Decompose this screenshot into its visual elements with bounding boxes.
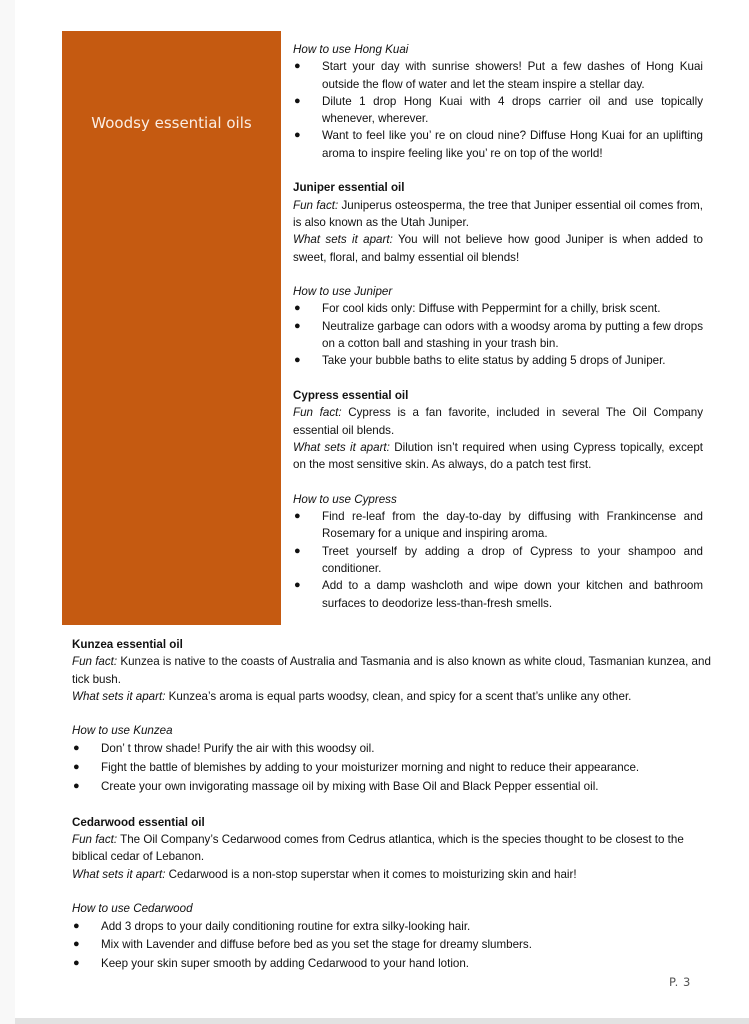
list-item: ● Add 3 drops to your daily conditioning routine for extra silky-looking hair. [72,918,712,935]
right-column [293,41,703,612]
bullet-icon: ● [294,510,301,523]
cedarwood-sets-apart: What sets it apart: Cedarwood is a non-stop superstar when it comes to moisturizing skin and hair! [72,867,577,881]
list-item: ● Add to a damp washcloth and wipe down your kitchen and bathroom surfaces to deodorize less-than-fresh smells. [294,579,703,610]
cedarwood-uses-list [72,918,712,973]
juniper-sets-apart: What sets it apart: You will not believe how good Juniper is when added to sweet, floral, and balmy essential oil blends! [293,233,704,264]
list-item: ● Keep your skin super smooth by adding Cedarwood to your hand lotion. [72,955,712,972]
list-item: ● Take your bubble baths to elite status by adding 5 drops of Juniper. [293,352,703,369]
list-item: ● For cool kids only: Diffuse with Peppermint for a chilly, brisk scent. [293,300,703,317]
list-item: ● Start your day with sunrise showers! Put a few dashes of Hong Kuai outside the flow of water and let the steam inspire a stellar day. [294,60,703,91]
bullet-icon: ● [294,302,301,315]
cypress-howto-title: How to use Cypress [293,492,397,506]
hong-kuai-section [293,41,703,162]
kunzea-fun-fact: Fun fact: Kunzea is native to the coasts of Australia and Tasmania and is also known as white cloud, Tasmanian kunzea, and tick bush. [72,655,711,686]
kunzea-uses-list [72,740,712,795]
juniper-uses-list [293,300,703,369]
bullet-icon: ● [294,60,301,73]
list-item: ● Find re-leaf from the day-to-day by diffusing with Frankincense and Rosemary for a unique and inspiring aroma. [294,510,703,541]
juniper-howto-title: How to use Juniper [293,285,393,299]
list-item: ● Neutralize garbage can odors with a woodsy aroma by putting a few drops on a cotton ball and stashing in your trash bin. [294,319,703,351]
juniper-fun-fact: Fun fact: Juniperus osteosperma, the tree that Juniper essential oil comes from, is also known as the Utah Juniper. [293,198,704,229]
kunzea-heading: Kunzea essential oil [72,638,183,651]
kunzea-section [72,636,712,795]
full-width-column [72,636,712,974]
list-item: ● Treet yourself by adding a drop of Cypress to your shampoo and conditioner. [294,544,703,575]
cypress-uses-list [293,508,703,612]
bullet-icon: ● [73,919,80,932]
bullet-icon: ● [294,94,301,107]
cypress-section [293,387,703,612]
juniper-section [293,179,703,369]
hong-kuai-howto-title: How to use Hong Kuai [293,43,409,56]
bullet-icon: ● [294,129,301,142]
list-item: ● Don’ t throw shade! Purify the air with this woodsy oil. [72,740,712,757]
kunzea-sets-apart: What sets it apart: Kunzea’s aroma is equal parts woodsy, clean, and spicy for a scent that’s unlike any other. [72,689,632,703]
bullet-icon: ● [73,779,80,792]
cedarwood-howto-title: How to use Cedarwood [72,902,193,916]
section-title: Woodsy essential oils [91,114,252,132]
page-left-margin [0,0,15,1024]
bullet-icon: ● [294,319,301,332]
list-item: ● Mix with Lavender and diffuse before bed as you set the stage for dreamy slumbers. [72,936,712,953]
cypress-fun-fact: Fun fact: Cypress is a fan favorite, included in several The Oil Company essential oil blends. [293,406,703,437]
cypress-sets-apart: What sets it apart: Dilution isn’t required when using Cypress topically, except on the most sensitive skin. As always, do a patch test first. [293,440,703,472]
kunzea-howto-title: How to use Kunzea [72,724,173,738]
cedarwood-fun-fact: Fun fact: The Oil Company’s Cedarwood comes from Cedrus atlantica, which is the species thought to be closest to the biblical cedar of Lebanon. [72,833,684,864]
bullet-icon: ● [294,354,301,367]
bullet-icon: ● [294,579,301,592]
cedarwood-section [72,814,712,973]
list-item: ● Want to feel like you’ re on cloud nine? Diffuse Hong Kuai for an uplifting aroma to inspire feeling like you’ re on top of the world! [294,129,703,160]
juniper-heading: Juniper essential oil [293,181,405,195]
list-item: ● Create your own invigorating massage oil by mixing with Base Oil and Black Pepper essential oil. [72,778,712,795]
list-item: ● Dilute 1 drop Hong Kuai with 4 drops carrier oil and use topically whenever, wherever. [294,94,703,126]
list-item: ● Fight the battle of blemishes by adding to your moisturizer morning and night to reduce their appearance. [72,759,712,776]
bullet-icon: ● [294,544,301,557]
bullet-icon: ● [73,760,80,773]
bullet-icon: ● [73,938,80,951]
section-banner [62,31,281,625]
cypress-heading: Cypress essential oil [293,388,409,402]
page-bottom-edge [15,1018,749,1024]
bullet-icon: ● [73,957,80,970]
bullet-icon: ● [73,741,80,754]
hong-kuai-uses-list [293,58,703,162]
cedarwood-heading: Cedarwood essential oil [72,815,205,829]
page-number: P. 3 [669,975,691,989]
